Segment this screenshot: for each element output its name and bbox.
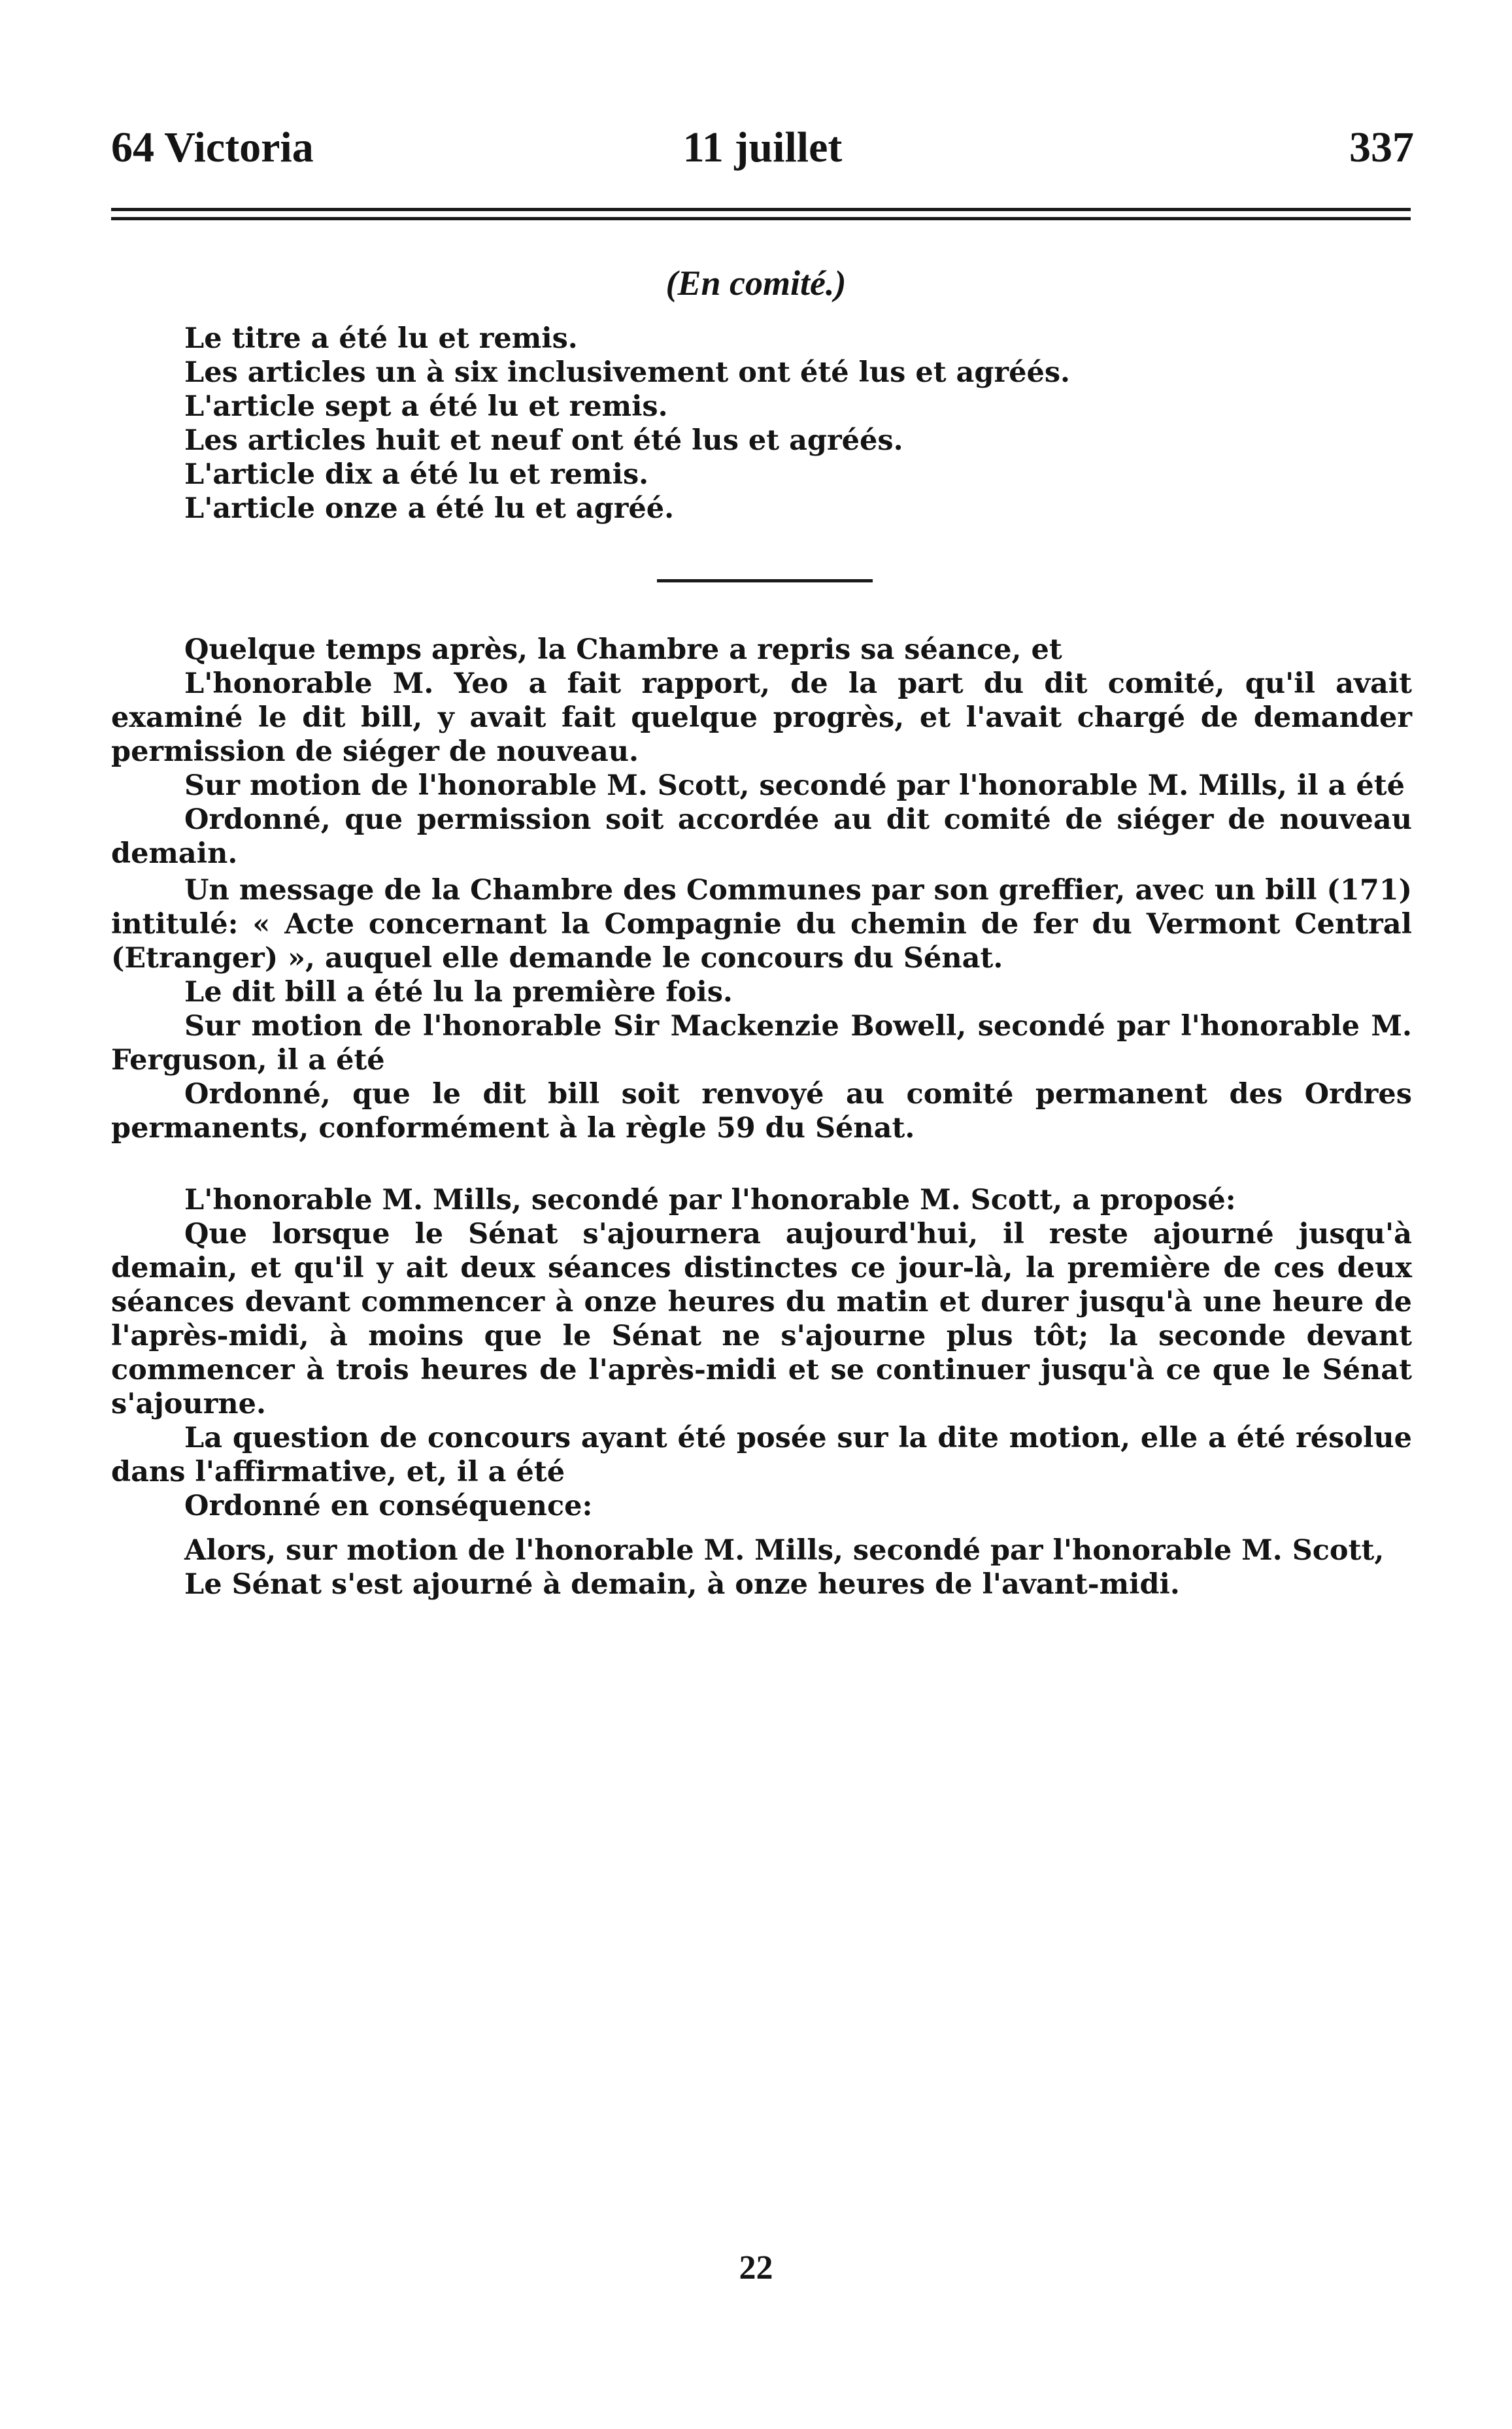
header-regnal-year: 64 Victoria [111, 124, 314, 171]
paragraph: Un message de la Chambre des Communes par son greffier, avec un bill (171) intitulé: « Acte concernant la Compagnie du chemin de fer du Vermont Central (Etranger) », auquel elle demande le concours du Sénat. [111, 874, 1412, 975]
list-item: Les articles un à six inclusivement ont été lus et agréés. [184, 356, 1071, 389]
list-item: Le titre a été lu et remis. [184, 322, 578, 355]
committee-items [111, 322, 1412, 526]
paragraph: Que lorsque le Sénat s'ajournera aujourd'hui, il reste ajourné jusqu'à demain, et qu'il y ait deux séances distinctes ce jour-là, la première de ces deux séances devant commencer à onze heures du matin et durer jusqu'à une heure de l'après-midi, à moins que le Sénat ne s'ajourne plus tôt; la seconde devant commencer à trois heures de l'après-midi et se continuer jusqu'à ce que le Sénat s'ajourne. [111, 1218, 1412, 1420]
header-rule-bottom [111, 217, 1411, 220]
section-heading: (En comité.) [665, 263, 847, 303]
header-rule-top [111, 208, 1411, 211]
section-divider [657, 579, 873, 582]
list-item: Les articles huit et neuf ont été lus et agréés. [184, 424, 903, 457]
paragraph: Ordonné, que permission soit accordée au dit comité de siéger de nouveau demain. [111, 803, 1412, 870]
committee-report [111, 633, 1412, 871]
paragraph: Sur motion de l'honorable M. Scott, secondé par l'honorable M. Mills, il a été [184, 769, 1405, 802]
list-item: L'article sept a été lu et remis. [184, 390, 668, 423]
list-item: L'article dix a été lu et remis. [184, 458, 649, 491]
header-page-number: 337 [1349, 124, 1414, 171]
paragraph: La question de concours ayant été posée sur la dite motion, elle a été résolue dans l'affirmative, et, il a été [111, 1422, 1412, 1488]
paragraph: L'honorable M. Yeo a fait rapport, de la part du dit comité, qu'il avait examiné le dit bill, y avait fait quelque progrès, et l'avait chargé de demander permission de siéger de nouveau. [111, 667, 1412, 768]
paragraph: Ordonné, que le dit bill soit renvoyé au comité permanent des Ordres permanents, conformément à la règle 59 du Sénat. [111, 1078, 1412, 1145]
running-header [111, 123, 1414, 182]
list-item: L'article onze a été lu et agréé. [184, 492, 675, 525]
paragraph: Quelque temps après, la Chambre a repris sa séance, et [184, 633, 1062, 666]
paragraph: Sur motion de l'honorable Sir Mackenzie Bowell, secondé par l'honorable M. Ferguson, il a été [111, 1010, 1412, 1077]
paragraph: Alors, sur motion de l'honorable M. Mills, secondé par l'honorable M. Scott, [184, 1534, 1385, 1567]
commons-message [111, 873, 1412, 1145]
signature-mark: 22 [739, 2249, 773, 2287]
adjournment-motion [111, 1183, 1412, 1523]
paragraph: Ordonné en conséquence: [184, 1490, 593, 1522]
paragraph: L'honorable M. Mills, secondé par l'honorable M. Scott, a proposé: [184, 1184, 1236, 1216]
adjournment [111, 1533, 1412, 1601]
paragraph: Le dit bill a été lu la première fois. [184, 976, 733, 1009]
header-date: 11 juillet [682, 124, 843, 171]
paragraph: Le Sénat s'est ajourné à demain, à onze heures de l'avant-midi. [184, 1568, 1180, 1601]
